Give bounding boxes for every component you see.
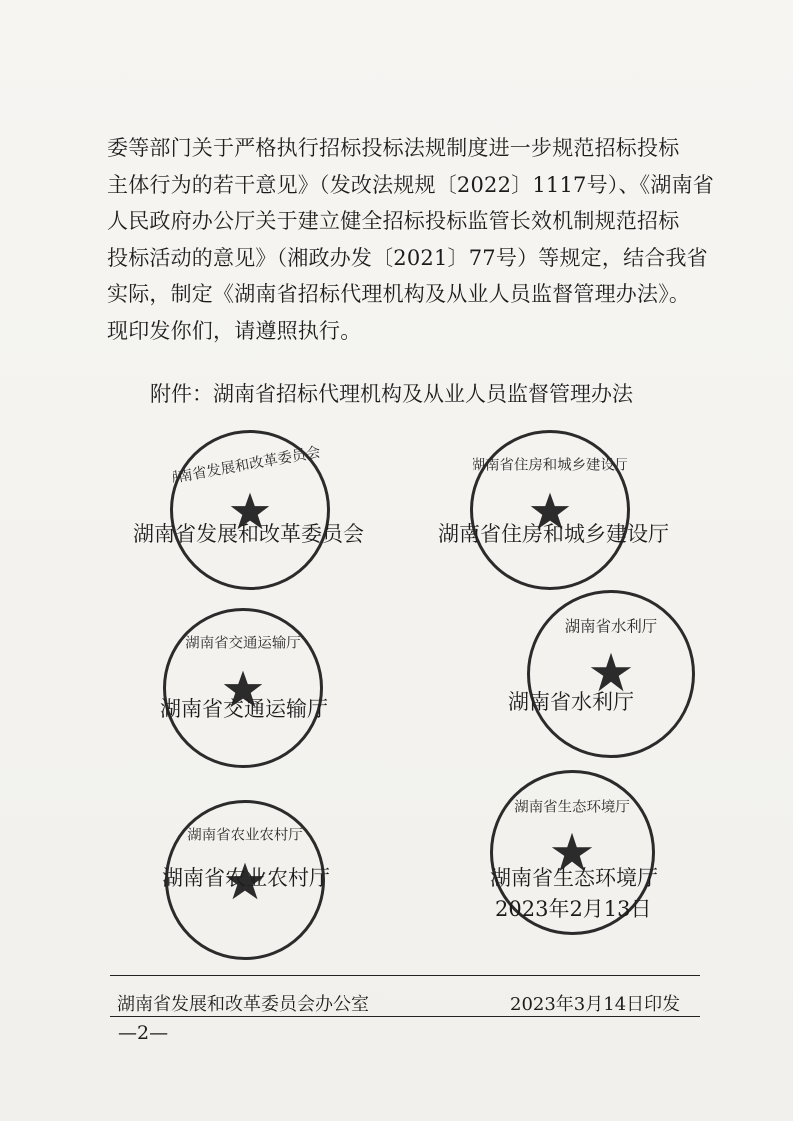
svg-text:湖南省生态环境厅: 湖南省生态环境厅	[514, 799, 630, 816]
body-line: 委等部门关于严格执行招标投标法规制度进一步规范招标投标	[107, 136, 680, 160]
signatory-org: 湖南省发展和改革委员会	[133, 522, 364, 546]
body-paragraph	[107, 130, 714, 349]
attachment-line: 附件：湖南省招标代理机构及从业人员监督管理办法	[150, 382, 633, 406]
body-line: 投标活动的意见》（湘政办发〔2021〕77号）等规定，结合我省	[107, 245, 708, 270]
svg-text:湖南省水利厅: 湖南省水利厅	[564, 618, 658, 636]
seal-graphic	[473, 433, 627, 587]
footer-bottom-rule	[110, 1016, 700, 1017]
body-line: 人民政府办公厅关于建立健全招标投标监管长效机制规范招标	[107, 209, 680, 233]
svg-text:湖南省农业农村厅: 湖南省农业农村厅	[187, 827, 303, 844]
footer-issuer: 湖南省发展和改革委员会办公室	[117, 994, 369, 1015]
signatory-org: 湖南省水利厅	[508, 690, 634, 714]
footer-issue-date: 2023年3月14日印发	[510, 994, 681, 1015]
signatory-org: 湖南省交通运输厅	[160, 697, 328, 721]
svg-text:湖南省住房和城乡建设厅: 湖南省住房和城乡建设厅	[473, 457, 627, 474]
seal-stamp	[470, 430, 630, 590]
footer-top-rule	[110, 975, 700, 976]
signatory-org: 湖南省农业农村厅	[162, 866, 330, 890]
svg-text:湖南省交通运输厅: 湖南省交通运输厅	[185, 635, 301, 652]
body-line: 现印发你们，请遵照执行。	[107, 318, 362, 343]
svg-text:湖南省发展和改革委员会: 湖南省发展和改革委员会	[173, 444, 322, 488]
signatory-org: 湖南省生态环境厅	[490, 866, 658, 890]
seal-graphic	[166, 611, 320, 765]
body-line: 主体行为的若干意见》（发改法规规〔2022〕1117号）、《湖南省	[107, 172, 714, 197]
seal-graphic	[530, 593, 692, 755]
seal-stamp	[163, 608, 323, 768]
seal-graphic	[173, 433, 327, 587]
body-line: 实际，制定《湖南省招标代理机构及从业人员监督管理办法》。	[107, 282, 691, 306]
seal-stamp	[527, 590, 695, 758]
seal-stamp	[170, 430, 330, 590]
page-number: —2—	[118, 1022, 169, 1044]
signatory-org: 湖南省住房和城乡建设厅	[438, 522, 669, 546]
sign-date: 2023年2月13日	[495, 897, 652, 921]
